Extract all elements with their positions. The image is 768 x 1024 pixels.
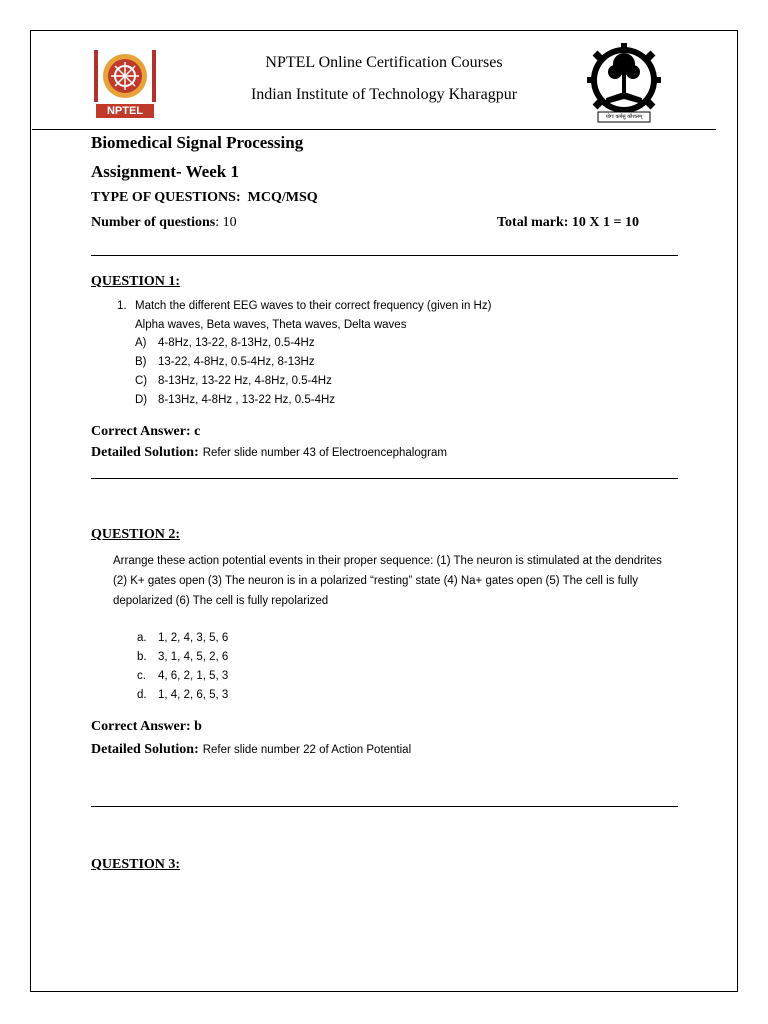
section-divider-3 (91, 806, 678, 807)
question-1-number: 1. (117, 300, 127, 312)
q1-option-text: 8-13Hz, 13-22 Hz, 4-8Hz, 0.5-4Hz (158, 375, 332, 387)
question-1-answer (91, 424, 200, 440)
solution-text: Refer slide number 43 of Electroencephalogram (202, 447, 447, 459)
header-line-1: NPTEL Online Certification Courses (265, 54, 503, 71)
q1-option-label: A) (135, 337, 147, 349)
q2-option-text: 1, 2, 4, 3, 5, 6 (158, 632, 229, 644)
solution-label: Detailed Solution: (91, 445, 199, 460)
number-of-questions-value: : 10 (215, 215, 237, 230)
q1-option-text: 4-8Hz, 13-22, 8-13Hz, 0.5-4Hz (158, 337, 315, 349)
q1-option-text: 8-13Hz, 4-8Hz , 13-22 Hz, 0.5-4Hz (158, 394, 336, 406)
q1-option-label: B) (135, 356, 147, 368)
q2-option-label: a. (137, 632, 147, 644)
nptel-logo-text: NPTEL (106, 105, 144, 117)
total-mark: Total mark: 10 X 1 = 10 (497, 215, 640, 230)
q2-option-label: c. (137, 670, 146, 682)
answer-value: c (194, 424, 201, 439)
solution-label: Detailed Solution: (91, 742, 199, 757)
question-1-subtext: Alpha waves, Beta waves, Theta waves, Delta waves (135, 319, 407, 331)
number-of-questions (91, 215, 237, 231)
answer-label: Correct Answer: (91, 424, 191, 439)
q2-option-label: b. (137, 651, 147, 663)
question-3-heading: QUESTION 3: (91, 857, 181, 872)
q2-option-text: 3, 1, 4, 5, 2, 6 (158, 651, 229, 663)
question-2-heading: QUESTION 2: (91, 527, 181, 542)
q2-option-text: 1, 4, 2, 6, 5, 3 (158, 689, 229, 701)
question-1-text: Match the different EEG waves to their correct frequency (given in Hz) (135, 300, 492, 312)
solution-text: Refer slide number 22 of Action Potential (202, 744, 412, 756)
question-1-solution (91, 443, 447, 461)
header-divider (32, 129, 716, 130)
question-2-answer (91, 719, 202, 735)
section-divider-1 (91, 255, 678, 256)
q1-option-label: C) (135, 375, 148, 387)
course-title: Biomedical Signal Processing (91, 133, 304, 152)
q2-option-text: 4, 6, 2, 1, 5, 3 (158, 670, 229, 682)
iit-logo-motto: योगः कर्मसु कौशलम् (605, 114, 643, 120)
question-type-label (91, 190, 318, 206)
q2-option-label: d. (137, 689, 147, 701)
header-line-2: Indian Institute of Technology Kharagpur (250, 86, 518, 103)
q1-option-text: 13-22, 4-8Hz, 0.5-4Hz, 8-13Hz (158, 356, 315, 368)
answer-label: Correct Answer: (91, 719, 191, 734)
assignment-title: Assignment- Week 1 (91, 162, 239, 181)
question-type-key: TYPE OF QUESTIONS: (91, 190, 241, 205)
question-2-solution (91, 740, 411, 758)
answer-value: b (194, 719, 202, 734)
number-of-questions-label: Number of questions (91, 215, 216, 230)
question-type-value: MCQ/MSQ (247, 190, 318, 205)
q1-option-label: D) (135, 394, 148, 406)
question-1-heading: QUESTION 1: (91, 274, 181, 289)
question-2-text: Arrange these action potential events in their proper sequence: (1) The neuron is stimulated at the dendrites (2) K+ gates open (3) The neuron is in a polarized “resting” state (4) Na+ gates open (5) The cell is fully depolarized (6) The cell is fully repolarized (113, 555, 662, 607)
section-divider-2 (91, 478, 678, 479)
iit-kharagpur-logo (584, 42, 664, 124)
